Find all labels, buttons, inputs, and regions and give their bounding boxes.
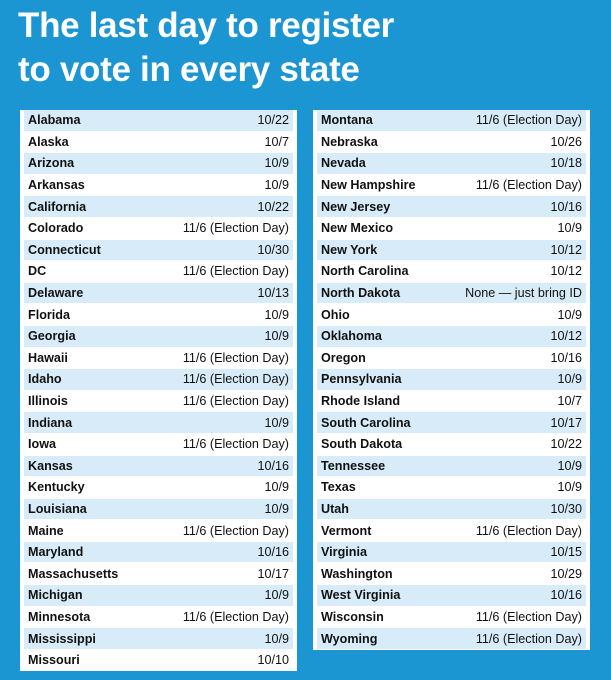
registration-deadline: 10/29 — [550, 566, 582, 581]
registration-deadline: 10/9 — [557, 372, 582, 387]
state-name: Kansas — [28, 458, 73, 473]
table-row — [317, 585, 586, 607]
registration-deadline: 10/22 — [257, 199, 289, 214]
state-name: Illinois — [28, 394, 68, 409]
registration-deadline: 11/6 (Election Day) — [475, 178, 582, 193]
registration-deadline: 10/9 — [264, 480, 289, 495]
registration-deadline: 10/16 — [257, 458, 289, 473]
registration-deadline: 11/6 (Election Day) — [182, 372, 289, 387]
registration-deadline: 10/9 — [264, 307, 289, 322]
table-row — [24, 175, 293, 197]
state-name: Arkansas — [28, 178, 85, 193]
registration-deadline: 10/16 — [550, 199, 582, 214]
state-name: Utah — [321, 501, 349, 516]
table-row — [24, 369, 293, 391]
state-name: Minnesota — [28, 609, 91, 624]
table-row — [24, 650, 293, 672]
table-row — [24, 240, 293, 262]
table-row — [317, 520, 586, 542]
state-name: Nevada — [321, 156, 366, 171]
state-name: Kentucky — [28, 480, 85, 495]
title-line-2: to vote in every state — [18, 50, 360, 89]
table-row — [24, 456, 293, 478]
table-row — [317, 132, 586, 154]
registration-deadline: 10/9 — [557, 458, 582, 473]
table-row — [24, 585, 293, 607]
state-name: Alaska — [28, 134, 69, 149]
table-row — [24, 412, 293, 434]
state-name: Delaware — [28, 286, 84, 301]
table-row — [317, 175, 586, 197]
state-name: Hawaii — [28, 350, 68, 365]
title-line-1: The last day to register — [18, 6, 394, 45]
state-name: Rhode Island — [321, 394, 401, 409]
state-name: Montana — [321, 113, 373, 128]
table-row — [24, 499, 293, 521]
registration-deadline: 11/6 (Election Day) — [182, 350, 289, 365]
table-row — [24, 261, 293, 283]
registration-deadline: 11/6 (Election Day) — [182, 437, 289, 452]
registration-deadline: 10/16 — [550, 588, 582, 603]
state-name: Pennsylvania — [321, 372, 402, 387]
table-row — [317, 348, 586, 370]
state-name: New Mexico — [321, 221, 394, 236]
table-row — [317, 196, 586, 218]
state-name: California — [28, 199, 87, 214]
state-name: Missouri — [28, 653, 80, 668]
state-name: Washington — [321, 566, 393, 581]
table-row — [24, 542, 293, 564]
state-name: Wisconsin — [321, 609, 384, 624]
registration-deadline: 11/6 (Election Day) — [475, 113, 582, 128]
right-state-table — [313, 110, 590, 650]
registration-deadline: 11/6 (Election Day) — [182, 264, 289, 279]
table-row — [317, 477, 586, 499]
table-row — [317, 607, 586, 629]
registration-deadline: None — just bring ID — [465, 286, 582, 301]
state-name: Iowa — [28, 437, 56, 452]
left-state-table — [20, 110, 297, 671]
registration-deadline: 10/12 — [550, 242, 582, 257]
table-row — [317, 542, 586, 564]
registration-deadline: 10/17 — [257, 566, 289, 581]
table-row — [317, 563, 586, 585]
table-row — [24, 153, 293, 175]
state-name: Nebraska — [321, 134, 378, 149]
state-name: DC — [28, 264, 47, 279]
state-name: Virginia — [321, 545, 367, 560]
state-name: South Dakota — [321, 437, 403, 452]
registration-deadline: 10/13 — [257, 286, 289, 301]
registration-deadline: 10/9 — [557, 480, 582, 495]
registration-deadline: 11/6 (Election Day) — [475, 609, 582, 624]
table-row — [24, 218, 293, 240]
state-name: New Jersey — [321, 199, 391, 214]
table-row — [317, 628, 586, 650]
state-name: Texas — [321, 480, 356, 495]
table-row — [24, 434, 293, 456]
state-name: Oregon — [321, 350, 366, 365]
state-name: Louisiana — [28, 501, 87, 516]
table-row — [24, 283, 293, 305]
registration-deadline: 10/9 — [264, 631, 289, 646]
registration-deadline: 10/9 — [264, 156, 289, 171]
state-name: Alabama — [28, 113, 81, 128]
table-row — [317, 283, 586, 305]
registration-deadline: 10/15 — [550, 545, 582, 560]
state-name: Vermont — [321, 523, 372, 538]
table-row — [24, 304, 293, 326]
registration-deadline: 10/9 — [264, 501, 289, 516]
registration-deadline: 11/6 (Election Day) — [475, 631, 582, 646]
state-name: New Hampshire — [321, 178, 416, 193]
state-name: Georgia — [28, 329, 76, 344]
registration-deadline: 11/6 (Election Day) — [182, 221, 289, 236]
registration-deadline: 10/12 — [550, 329, 582, 344]
table-row — [317, 110, 586, 132]
registration-deadline: 10/9 — [557, 307, 582, 322]
table-row — [317, 369, 586, 391]
registration-deadline: 10/9 — [264, 178, 289, 193]
state-name: Connecticut — [28, 242, 101, 257]
registration-deadline: 10/9 — [264, 329, 289, 344]
registration-deadline: 10/30 — [257, 242, 289, 257]
registration-deadline: 10/9 — [264, 588, 289, 603]
state-name: Arizona — [28, 156, 75, 171]
table-row — [24, 607, 293, 629]
state-name: Tennessee — [321, 458, 386, 473]
table-row — [24, 563, 293, 585]
registration-deadline: 10/7 — [264, 134, 289, 149]
registration-deadline: 10/16 — [257, 545, 289, 560]
table-row — [317, 326, 586, 348]
table-row — [317, 153, 586, 175]
state-name: Michigan — [28, 588, 83, 603]
state-name: Maryland — [28, 545, 84, 560]
registration-deadline: 10/22 — [257, 113, 289, 128]
state-name: Maine — [28, 523, 64, 538]
registration-deadline: 10/10 — [257, 653, 289, 668]
table-row — [317, 240, 586, 262]
table-row — [317, 391, 586, 413]
table-row — [317, 499, 586, 521]
table-row — [24, 520, 293, 542]
table-row — [24, 348, 293, 370]
state-name: North Dakota — [321, 286, 401, 301]
registration-deadline: 11/6 (Election Day) — [182, 523, 289, 538]
state-name: Massachusetts — [28, 566, 119, 581]
table-row — [317, 304, 586, 326]
table-row — [317, 261, 586, 283]
registration-deadline: 10/16 — [550, 350, 582, 365]
page-title — [18, 4, 394, 92]
table-row — [24, 628, 293, 650]
registration-deadline: 10/9 — [557, 221, 582, 236]
table-row — [317, 412, 586, 434]
table-row — [317, 456, 586, 478]
state-name: Wyoming — [321, 631, 378, 646]
registration-deadline: 11/6 (Election Day) — [182, 609, 289, 624]
registration-deadline: 10/9 — [264, 415, 289, 430]
registration-deadline: 11/6 (Election Day) — [475, 523, 582, 538]
state-name: Ohio — [321, 307, 350, 322]
state-name: Idaho — [28, 372, 62, 387]
state-name: South Carolina — [321, 415, 411, 430]
state-name: Mississippi — [28, 631, 96, 646]
state-name: Florida — [28, 307, 70, 322]
table-row — [24, 391, 293, 413]
state-name: New York — [321, 242, 378, 257]
state-name: Indiana — [28, 415, 73, 430]
registration-deadline: 10/30 — [550, 501, 582, 516]
table-row — [24, 132, 293, 154]
registration-deadline: 10/26 — [550, 134, 582, 149]
registration-deadline: 10/12 — [550, 264, 582, 279]
table-row — [24, 477, 293, 499]
state-name: West Virginia — [321, 588, 401, 603]
table-row — [317, 218, 586, 240]
registration-deadline: 10/18 — [550, 156, 582, 171]
registration-deadline: 10/7 — [557, 394, 582, 409]
table-row — [24, 196, 293, 218]
table-row — [24, 110, 293, 132]
state-name: North Carolina — [321, 264, 409, 279]
state-name: Colorado — [28, 221, 84, 236]
registration-deadline: 10/22 — [550, 437, 582, 452]
table-row — [317, 434, 586, 456]
registration-deadline: 10/17 — [550, 415, 582, 430]
table-row — [24, 326, 293, 348]
registration-deadline: 11/6 (Election Day) — [182, 394, 289, 409]
state-name: Oklahoma — [321, 329, 382, 344]
